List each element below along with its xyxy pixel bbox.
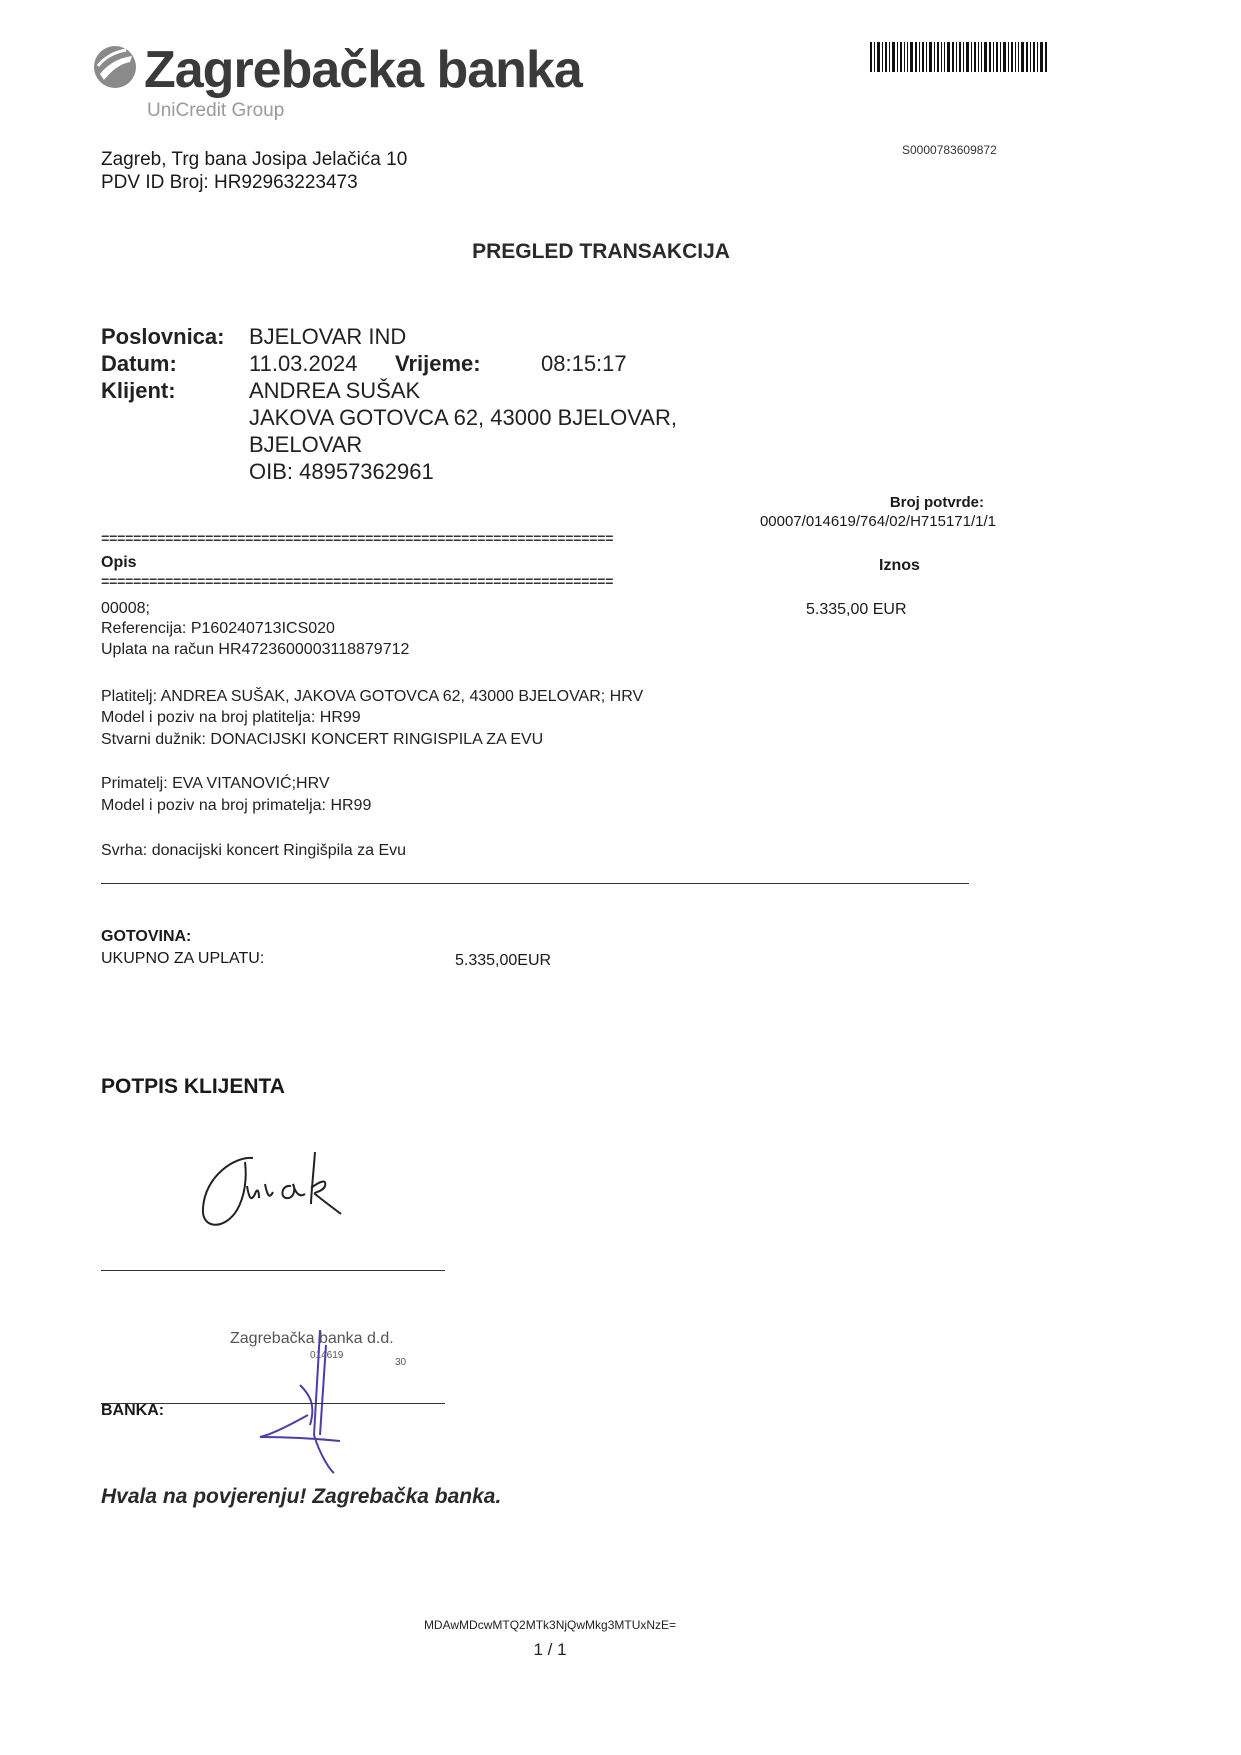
column-amount: Iznos	[879, 557, 920, 574]
recipient-model: Model i poziv na broj primatelja: HR99	[101, 797, 372, 814]
bank-vat-id: PDV ID Broj: HR92963223473	[101, 172, 358, 193]
bank-address: Zagreb, Trg bana Josipa Jelačića 10	[101, 149, 408, 170]
date-label: Datum:	[101, 351, 177, 376]
payer-model: Model i poziv na broj platitelja: HR99	[101, 709, 361, 726]
column-description: Opis	[101, 554, 137, 571]
client-label: Klijent:	[101, 378, 176, 403]
separator-line: ================================================================	[101, 532, 614, 548]
cash-label: GOTOVINA:	[101, 928, 192, 945]
transaction-id: 00008;	[101, 600, 150, 617]
client-oib: OIB: 48957362961	[249, 459, 434, 484]
client-signature-label: POTPIS KLIJENTA	[101, 1075, 285, 1098]
total-label: UKUPNO ZA UPLATU:	[101, 950, 265, 967]
time-value: 08:15:17	[541, 351, 627, 376]
transaction-amount: 5.335,00 EUR	[806, 601, 907, 618]
bank-name: Zagrebačka banka	[144, 41, 582, 99]
time-label: Vrijeme:	[395, 351, 481, 376]
bank-stamp-branch: 014619	[310, 1350, 344, 1361]
client-signature	[195, 1148, 365, 1238]
branch-label: Poslovnica:	[101, 324, 225, 349]
barcode-icon	[870, 42, 1048, 72]
bank-label: BANKA:	[101, 1402, 165, 1419]
payer: Platitelj: ANDREA SUŠAK, JAKOVA GOTOVCA 62, 43000 BJELOVAR; HRV	[101, 688, 644, 705]
date-value: 11.03.2024	[249, 351, 358, 376]
transaction-account: Uplata na račun HR4723600003118879712	[101, 641, 410, 658]
transaction-reference: Referencija: P160240713ICS020	[101, 620, 335, 637]
bank-stamp-text: Zagrebačka banka d.d.	[230, 1330, 394, 1347]
bank-stamp-number: 30	[395, 1357, 407, 1368]
branch-value: BJELOVAR IND	[249, 324, 407, 349]
client-signature-line	[101, 1270, 445, 1271]
bank-logo-icon	[92, 44, 138, 90]
page-title: PREGLED TRANSAKCIJA	[472, 240, 730, 263]
total-value: 5.335,00EUR	[455, 952, 552, 969]
confirmation-label: Broj potvrde:	[889, 494, 984, 511]
closing-message: Hvala na povjerenju! Zagrebačka banka.	[101, 1485, 502, 1508]
confirmation-number: 00007/014619/764/02/H715171/1/1	[759, 513, 996, 530]
client-address-1: JAKOVA GOTOVCA 62, 43000 BJELOVAR,	[249, 405, 677, 430]
recipient: Primatelj: EVA VITANOVIĆ;HRV	[101, 775, 330, 792]
separator-line: ================================================================	[101, 575, 614, 591]
client-address-2: BJELOVAR	[249, 432, 363, 457]
page-number: 1 / 1	[533, 1640, 567, 1659]
purpose: Svrha: donacijski koncert Ringišpila za Evu	[101, 842, 407, 859]
actual-debtor: Stvarni dužnik: DONACIJSKI KONCERT RINGISPILA ZA EVU	[101, 731, 544, 748]
client-name: ANDREA SUŠAK	[249, 378, 421, 403]
barcode-number: S0000783609872	[902, 143, 997, 157]
bank-signature	[230, 1325, 450, 1475]
document-code: MDAwMDcwMTQ2MTk3NjQwMkg3MTUxNzE=	[423, 1618, 677, 1632]
group-name: UniCredit Group	[147, 100, 285, 121]
divider	[101, 883, 969, 884]
